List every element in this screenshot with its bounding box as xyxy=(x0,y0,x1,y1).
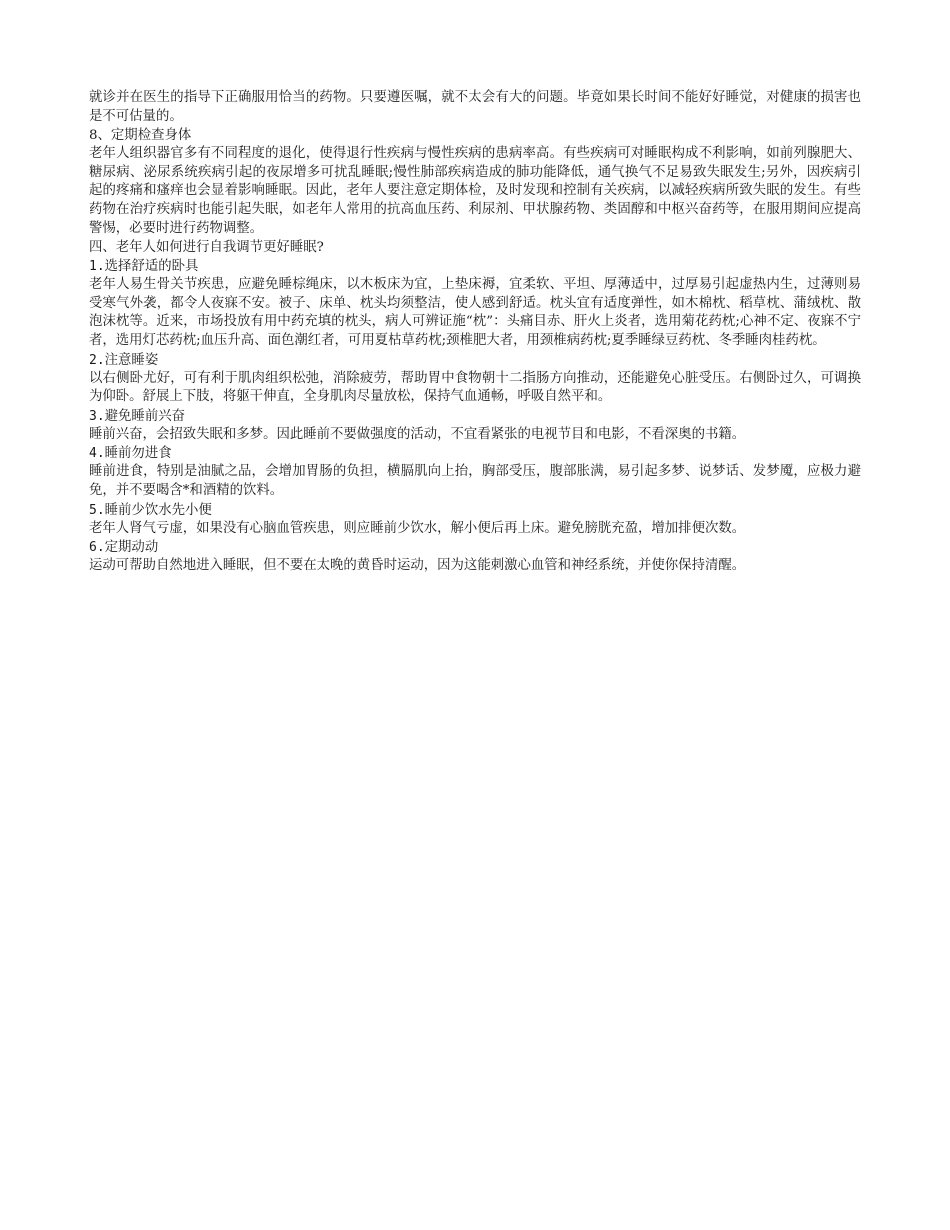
heading-number: 1. xyxy=(89,259,105,275)
heading-text: 睡前勿进食 xyxy=(104,446,172,462)
heading-number: 5. xyxy=(89,502,105,518)
paragraph-no-eating: 睡前进食，特别是油腻之品，会增加胃肠的负担，横膈肌向上抬，胸部受压，腹部胀满，易引起多梦、说梦话、发梦魇，应极力避免，并不要喝含*和酒精的饮料。 xyxy=(89,464,861,498)
paragraph-sleep-posture: 以右侧卧尤好，可有利于肌肉组织松弛，消除疲劳，帮助胃中食物朝十二指肠方向推动，还能避免心脏受压。右侧卧过久，可调换为仰卧。舒展上下肢，将躯干伸直，全身肌肉尽量放松，保持气血通畅，呼吸自然平和。 xyxy=(89,370,861,405)
heading-regular-exercise xyxy=(89,538,861,557)
paragraph-less-water: 老年人肾气亏虚，如果没有心脑血管疾患，则应睡前少饮水，解小便后再上床。避免膀胱充盈，增加排便次数。 xyxy=(89,520,746,536)
paragraph-bedding: 老年人易生骨关节疾患，应避免睡棕绳床，以木板床为宜，上垫床褥，宜柔软、平坦、厚薄适中，过厚易引起虚热内生，过薄则易受寒气外袭，都令人夜寐不安。被子、床单、枕头均须整洁，使人感到舒适。枕头宜有适度弹性，如木棉枕、稻草枕、蒲绒枕、散泡沫枕等。近来，市场投放有用中药充填的枕头，病人可辨证施“枕”：头痛目赤、肝火上炎者，选用菊花药枕;心神不定、夜寐不宁者，选用灯芯药枕;血压升高、面色潮红者，可用夏枯草药枕;颈椎肥大者，用颈椎病药枕;夏季睡绿豆药枕、冬季睡肉桂药枕。 xyxy=(89,277,861,348)
heading-number: 2. xyxy=(89,352,105,368)
paragraph-regular-checkup: 老年人组织器官多有不同程度的退化，使得退行性疾病与慢性疾病的患病率高。有些疾病可对睡眠构成不利影响，如前列腺肥大、糖尿病、泌尿系统疾病引起的夜尿增多可扰乱睡眠;慢性肺部疾病造成的肺功能降低，通气换气不足易致失眠发生;另外，因疾病引起的疼痛和瘙痒也会显着影响睡眠。因此，老年人要注意定期体检，及时发现和控制有关疾病，以减轻疾病所致失眠的发生。有些药物在治疗疾病时也能引起失眠，如老年人常用的抗高血压药、利尿剂、甲状腺药物、类固醇和中枢兴奋药等，在服用期间应提高警惕，必要时进行药物调整。 xyxy=(89,146,861,236)
heading-text: 选择舒适的卧具 xyxy=(104,259,199,275)
paragraph-avoid-excitement: 睡前兴奋，会招致失眠和多梦。因此睡前不要做强度的活动，不宜看紧张的电视节目和电影，不看深奥的书籍。 xyxy=(89,426,746,442)
paragraph-regular-exercise: 运动可帮助自然地进入睡眠，但不要在太晚的黄昏时运动，因为这能刺激心血管和神经系统，并使你保持清醒。 xyxy=(89,558,746,574)
document-page xyxy=(89,89,861,576)
heading-bedding xyxy=(89,257,861,276)
heading-sleep-posture xyxy=(89,351,861,370)
section-heading-self-adjustment: 四、老年人如何进行自我调节更好睡眠? xyxy=(89,240,324,256)
heading-number: 4. xyxy=(89,446,105,462)
heading-text: 定期动动 xyxy=(104,540,159,556)
heading-avoid-excitement xyxy=(89,407,861,426)
heading-no-eating xyxy=(89,444,861,463)
intro-continuation-paragraph: 就诊并在医生的指导下正确服用恰当的药物。只要遵医嘱，就不太会有大的问题。毕竟如果长时间不能好好睡觉，对健康的损害也是不可估量的。 xyxy=(89,90,861,124)
heading-less-water xyxy=(89,501,861,520)
heading-text: 避免睡前兴奋 xyxy=(104,408,185,424)
heading-text: 睡前少饮水先小便 xyxy=(104,502,212,518)
heading-number: 6. xyxy=(89,540,105,556)
heading-text: 注意睡姿 xyxy=(104,352,159,368)
heading-number: 3. xyxy=(89,408,105,424)
heading-regular-checkup: 8、定期检查身体 xyxy=(89,128,192,144)
